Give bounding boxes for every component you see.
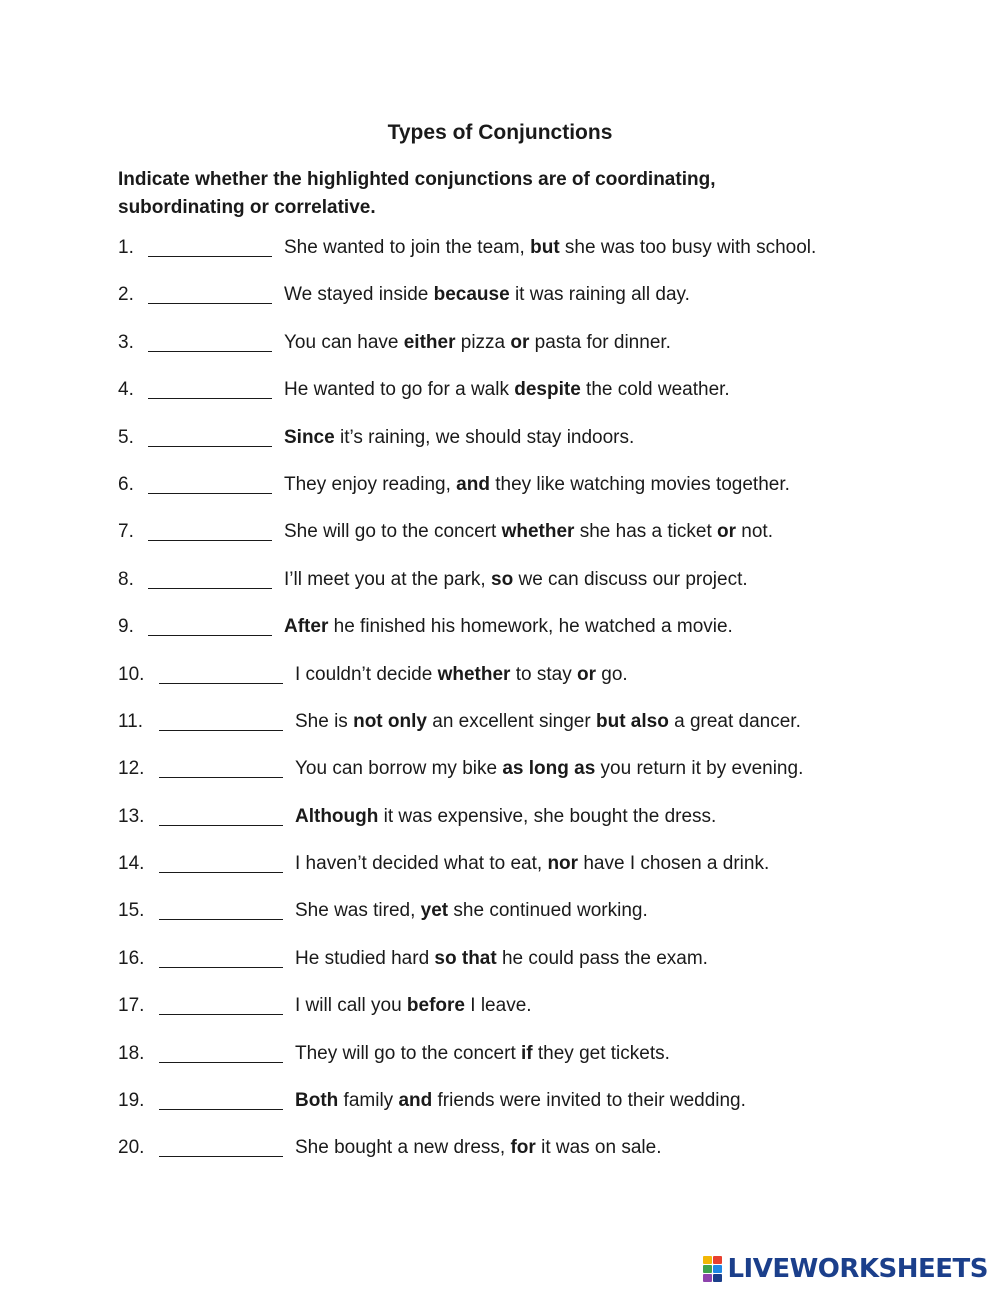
- sentence-text: the cold weather.: [580, 379, 730, 401]
- sentence-text: He studied hard: [295, 947, 435, 969]
- question-item: [118, 992, 816, 1039]
- question-sentence: [284, 471, 790, 499]
- sentence-text: it’s raining, we should stay indoors.: [334, 426, 635, 448]
- answer-blank[interactable]: [148, 424, 272, 447]
- sentence-text: he could pass the exam.: [496, 947, 708, 969]
- question-number: 11.: [118, 710, 144, 732]
- question-number: 6.: [118, 473, 134, 495]
- question-number: 15.: [118, 900, 145, 922]
- sentence-text: I couldn’t decide: [295, 663, 438, 685]
- question-number: 12.: [118, 758, 145, 780]
- question-sentence: [284, 518, 773, 546]
- sentence-text: it was on sale.: [535, 1137, 662, 1159]
- question-sentence: [295, 803, 716, 831]
- highlighted-conjunction: Both: [295, 1090, 339, 1112]
- question-item: [118, 329, 816, 376]
- question-sentence: [284, 281, 690, 309]
- highlighted-conjunction: but: [530, 237, 560, 258]
- highlighted-conjunction: whether: [437, 663, 511, 685]
- highlighted-conjunction: if: [521, 1042, 533, 1064]
- sentence-text: family: [338, 1090, 399, 1112]
- sentence-text: I’ll meet you at the park,: [284, 568, 491, 590]
- question-item: [118, 945, 816, 992]
- question-item: [118, 566, 816, 613]
- sentence-text: She wanted to join the team,: [284, 237, 531, 258]
- page-title: Types of Conjunctions: [387, 121, 613, 144]
- answer-blank[interactable]: [148, 234, 272, 257]
- question-item: [118, 1134, 816, 1181]
- question-item: [118, 661, 816, 708]
- highlighted-conjunction: and: [456, 473, 490, 495]
- question-sentence: [295, 755, 803, 783]
- answer-blank[interactable]: [159, 1087, 283, 1110]
- highlighted-conjunction: either: [403, 331, 456, 353]
- sentence-text: pizza: [455, 331, 511, 353]
- highlighted-conjunction: nor: [547, 853, 579, 875]
- question-sentence: [284, 376, 730, 404]
- highlighted-conjunction: despite: [514, 379, 581, 401]
- highlighted-conjunction: Although: [295, 805, 379, 827]
- sentence-text: a great dancer.: [668, 710, 801, 732]
- question-number: 10.: [118, 663, 145, 685]
- sentence-text: she was too busy with school.: [559, 237, 817, 258]
- sentence-text: You can borrow my bike: [295, 758, 503, 780]
- sentence-text: I will call you: [295, 995, 407, 1017]
- answer-blank[interactable]: [159, 1040, 283, 1063]
- question-sentence: [284, 613, 733, 641]
- answer-blank[interactable]: [148, 613, 272, 636]
- highlighted-conjunction: or: [510, 331, 530, 353]
- answer-blank[interactable]: [148, 329, 272, 352]
- highlighted-conjunction: as long as: [502, 758, 596, 780]
- question-number: 19.: [118, 1090, 145, 1112]
- answer-blank[interactable]: [159, 708, 283, 731]
- highlighted-conjunction: not only: [353, 710, 427, 732]
- highlighted-conjunction: After: [284, 616, 329, 638]
- question-sentence: [284, 424, 634, 452]
- question-sentence: [295, 661, 628, 689]
- sentence-text: it was expensive, she bought the dress.: [378, 805, 717, 827]
- question-item: [118, 471, 816, 518]
- question-number: 14.: [118, 853, 145, 875]
- answer-blank[interactable]: [159, 850, 283, 873]
- highlighted-conjunction: Since: [284, 426, 335, 448]
- answer-blank[interactable]: [159, 992, 283, 1015]
- highlighted-conjunction: before: [406, 995, 465, 1017]
- sentence-text: an excellent singer: [426, 710, 596, 732]
- sentence-text: not.: [736, 521, 773, 543]
- question-number: 16.: [118, 947, 145, 969]
- sentence-text: They enjoy reading,: [284, 473, 457, 495]
- answer-blank[interactable]: [159, 1134, 283, 1157]
- question-item: [118, 755, 816, 802]
- question-item: [118, 281, 816, 328]
- question-number: 9.: [118, 616, 134, 638]
- question-number: 7.: [118, 521, 134, 543]
- liveworksheets-logo: [703, 1253, 988, 1285]
- sentence-text: to stay: [510, 663, 577, 685]
- question-sentence: [295, 897, 648, 925]
- answer-blank[interactable]: [159, 803, 283, 826]
- sentence-text: friends were invited to their wedding.: [432, 1090, 746, 1112]
- answer-blank[interactable]: [148, 376, 272, 399]
- sentence-text: She is: [295, 710, 354, 732]
- logo-text: LIVEWORKSHEETS: [727, 1254, 988, 1284]
- question-item: [118, 518, 816, 565]
- answer-blank[interactable]: [148, 566, 272, 589]
- sentence-text: you return it by evening.: [595, 758, 804, 780]
- question-sentence: [295, 708, 801, 736]
- highlighted-conjunction: or: [576, 663, 596, 685]
- sentence-text: They will go to the concert: [295, 1042, 521, 1064]
- question-number: 13.: [118, 805, 145, 827]
- question-number: 2.: [118, 284, 134, 306]
- question-item: [118, 424, 816, 471]
- question-sentence: [295, 1040, 670, 1068]
- sentence-text: You can have: [284, 331, 404, 353]
- sentence-text: we can discuss our project.: [513, 568, 748, 590]
- sentence-text: I haven’t decided what to eat,: [295, 853, 548, 875]
- answer-blank[interactable]: [159, 661, 283, 684]
- sentence-text: We stayed inside: [284, 284, 434, 306]
- sentence-text: he finished his homework, he watched a movie.: [328, 616, 733, 638]
- question-item: [118, 376, 816, 423]
- question-sentence: [295, 992, 532, 1020]
- sentence-text: they like watching movies together.: [489, 473, 790, 495]
- highlighted-conjunction: or: [717, 521, 737, 543]
- sentence-text: have I chosen a drink.: [578, 853, 770, 875]
- question-number: 18.: [118, 1042, 145, 1064]
- question-sentence: [284, 566, 748, 594]
- sentence-text: it was raining all day.: [509, 284, 690, 306]
- question-item: [118, 803, 816, 850]
- answer-blank[interactable]: [148, 281, 272, 304]
- question-list: [118, 234, 816, 1182]
- sentence-text: She was tired,: [295, 900, 421, 922]
- question-number: 8.: [118, 568, 134, 590]
- highlighted-conjunction: because: [433, 284, 510, 306]
- sentence-text: pasta for dinner.: [529, 331, 671, 353]
- highlighted-conjunction: for: [510, 1137, 536, 1159]
- sentence-text: they get tickets.: [532, 1042, 670, 1064]
- sentence-text: I leave.: [465, 995, 532, 1017]
- answer-blank[interactable]: [159, 945, 283, 968]
- question-number: 1.: [118, 237, 134, 258]
- instructions: Indicate whether the highlighted conjunctions are of coordinating, subordinating or correlative.: [118, 169, 716, 218]
- sentence-text: He wanted to go for a walk: [284, 379, 515, 401]
- highlighted-conjunction: whether: [501, 521, 575, 543]
- question-number: 4.: [118, 379, 134, 401]
- question-item: [118, 897, 816, 944]
- sentence-text: go.: [595, 663, 628, 685]
- highlighted-conjunction: so that: [434, 947, 497, 969]
- answer-blank[interactable]: [148, 471, 272, 494]
- question-number: 5.: [118, 426, 134, 448]
- highlighted-conjunction: so: [491, 568, 514, 590]
- question-sentence: [295, 850, 769, 878]
- question-sentence: [284, 329, 671, 357]
- question-sentence: [284, 234, 816, 262]
- question-item: [118, 1040, 816, 1087]
- question-number: 3.: [118, 331, 134, 353]
- question-number: 20.: [118, 1137, 145, 1159]
- highlighted-conjunction: but also: [595, 710, 669, 732]
- question-item: [118, 850, 816, 897]
- question-sentence: [295, 1087, 746, 1115]
- sentence-text: she continued working.: [448, 900, 648, 922]
- answer-blank[interactable]: [159, 897, 283, 920]
- highlighted-conjunction: yet: [420, 900, 449, 922]
- answer-blank[interactable]: [159, 755, 283, 778]
- question-number: 17.: [118, 995, 145, 1017]
- question-item: [118, 1087, 816, 1134]
- question-item: [118, 234, 816, 281]
- question-item: [118, 613, 816, 660]
- highlighted-conjunction: and: [398, 1090, 433, 1112]
- sentence-text: She will go to the concert: [284, 521, 502, 543]
- question-sentence: [295, 1134, 661, 1162]
- question-item: [118, 708, 816, 755]
- logo-mark-icon: [703, 1256, 723, 1282]
- sentence-text: she has a ticket: [574, 521, 718, 543]
- sentence-text: She bought a new dress,: [295, 1137, 511, 1159]
- answer-blank[interactable]: [148, 518, 272, 541]
- question-sentence: [295, 945, 708, 973]
